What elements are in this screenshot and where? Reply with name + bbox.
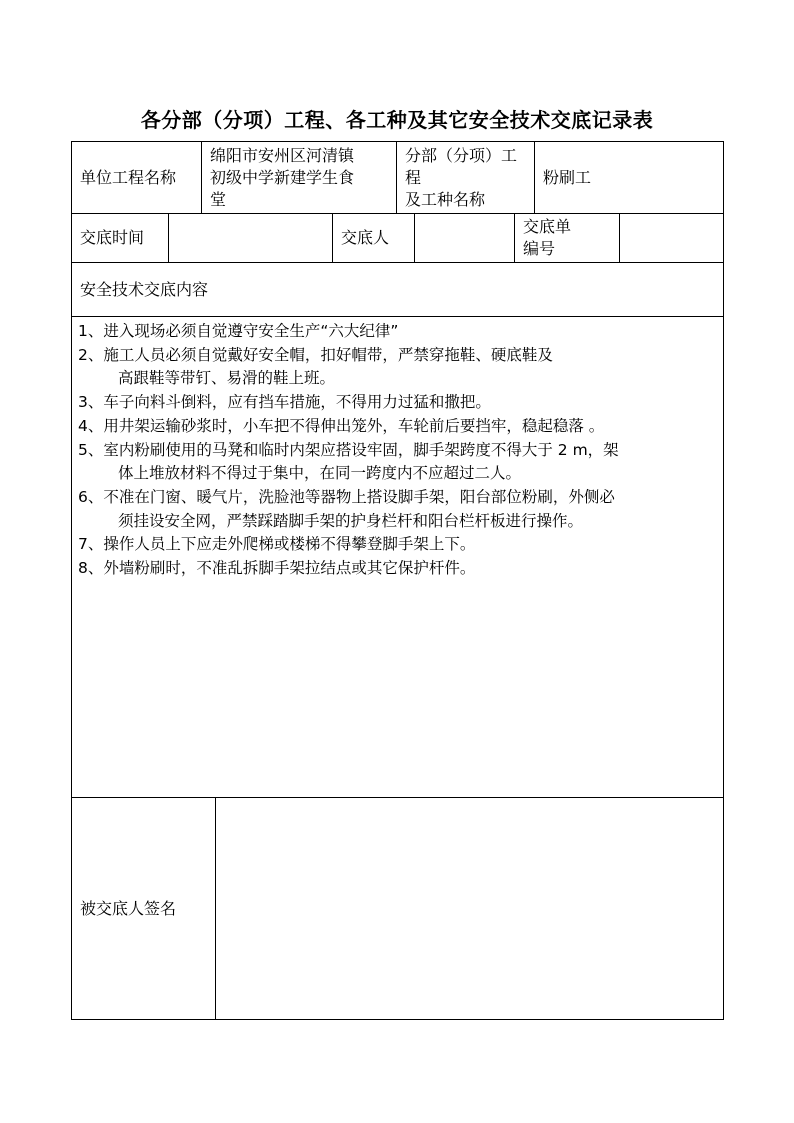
unit-value-line: 绵阳市安州区河清镇 (210, 146, 355, 165)
briefing-person-value[interactable] (414, 213, 515, 263)
content-item-text: 1、进入现场必须自觉遵守安全生产“六大纪律” (78, 322, 399, 340)
sub-label-line: 及工种名称 (405, 190, 486, 209)
briefing-person-label: 交底人 (332, 213, 415, 263)
content-item (78, 391, 719, 415)
sub-label-line: 程 (405, 168, 422, 187)
content-item-continuation: 须挂设安全网，严禁踩踏脚手架的护身栏杆和阳台栏杆板进行操作。 (118, 511, 584, 530)
briefing-number-value[interactable] (619, 213, 724, 263)
document-title: 各分部（分项）工程、各工种及其它安全技术交底记录表 (140, 108, 654, 132)
content-item-continuation: 高跟鞋等带钉、易滑的鞋上班。 (118, 369, 336, 388)
unit-value-line: 初级中学新建学生食 (210, 168, 355, 187)
content-item-text: 2、施工人员必须自觉戴好安全帽，扣好帽带，严禁穿拖鞋、硬底鞋及 (78, 345, 553, 364)
content-item (78, 486, 719, 533)
sub-project-work-type-value[interactable]: 粉刷工 (534, 141, 724, 214)
content-item (78, 344, 719, 391)
sub-label-line: 分部（分项）工 (405, 146, 518, 165)
content-item (78, 415, 719, 439)
content-item-text: 8、外墙粉刷时，不准乱拆脚手架拉结点或其它保护杆件。 (78, 559, 476, 578)
content-item-text: 6、不准在门窗、暖气片，洗脸池等器物上搭设脚手架，阳台部位粉刷，外侧必 (78, 487, 615, 506)
unit-project-name-label: 单位工程名称 (71, 141, 202, 214)
number-label-line: 编号 (523, 239, 556, 258)
briefing-time-value[interactable] (168, 213, 333, 263)
content-section-label: 安全技术交底内容 (71, 262, 724, 317)
content-item-text: 4、用井架运输砂浆时，小车把不得伸出笼外，车轮前后要挡牢，稳起稳落 。 (78, 416, 605, 435)
signature-area[interactable] (215, 797, 724, 1020)
content-body[interactable] (71, 316, 724, 798)
content-item (78, 320, 719, 344)
number-label-line: 交底单 (523, 217, 572, 236)
sub-project-work-type-label (396, 141, 535, 214)
briefing-time-label: 交底时间 (71, 213, 169, 263)
content-item-continuation: 体上堆放材料不得过于集中，在同一跨度内不应超过二人。 (118, 464, 522, 483)
unit-project-name-value[interactable] (201, 141, 397, 214)
content-item (78, 557, 719, 581)
unit-value-line: 堂 (210, 190, 227, 209)
content-item-text: 3、车子向料斗倒料，应有挡车措施，不得用力过猛和撒把。 (78, 393, 491, 412)
content-item-text: 5、室内粉刷使用的马凳和临时内架应搭设牢固，脚手架跨度不得大于 2 m，架 (78, 440, 619, 459)
briefing-number-label (514, 213, 620, 263)
content-item (78, 533, 719, 557)
content-item-text: 7、操作人员上下应走外爬梯或楼梯不得攀登脚手架上下。 (78, 535, 476, 554)
signature-label: 被交底人签名 (71, 797, 216, 1020)
content-item (78, 439, 719, 486)
